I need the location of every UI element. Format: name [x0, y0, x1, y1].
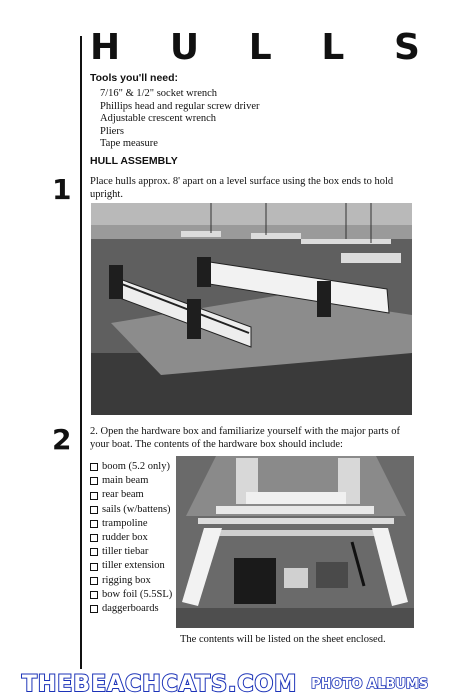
tools-list [100, 88, 260, 151]
checkbox-icon [90, 520, 98, 528]
hardware-contents-list [90, 460, 172, 616]
checkbox-icon [90, 605, 98, 613]
checkbox-icon [90, 591, 98, 599]
title-letter: L [321, 27, 345, 68]
tool-item: Pliers [100, 125, 124, 137]
title-letter: S [394, 27, 420, 68]
margin-rule [80, 36, 82, 669]
checkbox-icon [90, 463, 98, 471]
checkbox-icon [90, 563, 98, 571]
hulls-photo [91, 203, 412, 415]
list-item: rudder box [90, 531, 172, 545]
tool-item: Tape measure [100, 138, 158, 150]
checkbox-icon [90, 534, 98, 542]
list-item: rigging box [90, 574, 172, 588]
list-item: boom (5.2 only) [90, 460, 172, 474]
photo-albums-label: PHOTO ALBUMS [311, 676, 429, 692]
site-banner [0, 668, 450, 700]
hull-assembly-heading: HULL ASSEMBLY [90, 155, 178, 167]
page-title [90, 26, 420, 70]
checkbox-icon [90, 506, 98, 514]
hardware-box-photo [176, 456, 414, 628]
title-letter: L [248, 27, 272, 68]
list-item: main beam [90, 474, 172, 488]
tool-item: Phillips head and regular screw driver [100, 100, 260, 112]
step-2-text: 2. Open the hardware box and familiarize yourself with the major parts of your boat. The contents of the hardware box should include: [90, 426, 400, 450]
checkbox-icon [90, 492, 98, 500]
tool-item: 7/16" & 1/2" socket wrench [100, 88, 218, 99]
checkbox-icon [90, 477, 98, 485]
title-letter: H [90, 27, 121, 68]
list-item: daggerboards [90, 602, 172, 616]
list-item: trampoline [90, 517, 172, 531]
contents-caption: The contents will be listed on the sheet enclosed. [180, 634, 386, 645]
list-item: sails (w/battens) [90, 503, 172, 517]
step-1-text: Place hulls approx. 8' apart on a level surface using the box ends to hold upright. [90, 176, 394, 200]
tool-item: Adjustable crescent wrench [100, 113, 217, 125]
list-item: tiller tiebar [90, 545, 172, 559]
list-item: bow foil (5.5SL) [90, 588, 172, 602]
tools-heading: Tools you'll need: [90, 72, 179, 84]
step-2-number: 2 [52, 423, 72, 456]
list-item: rear beam [90, 488, 172, 502]
step-1-number: 1 [52, 173, 72, 206]
site-logo-text: THEBEACHCATS.COM [21, 671, 298, 697]
checkbox-icon [90, 548, 98, 556]
title-letter: U [169, 27, 200, 68]
checkbox-icon [90, 577, 98, 585]
list-item: tiller extension [90, 559, 172, 573]
